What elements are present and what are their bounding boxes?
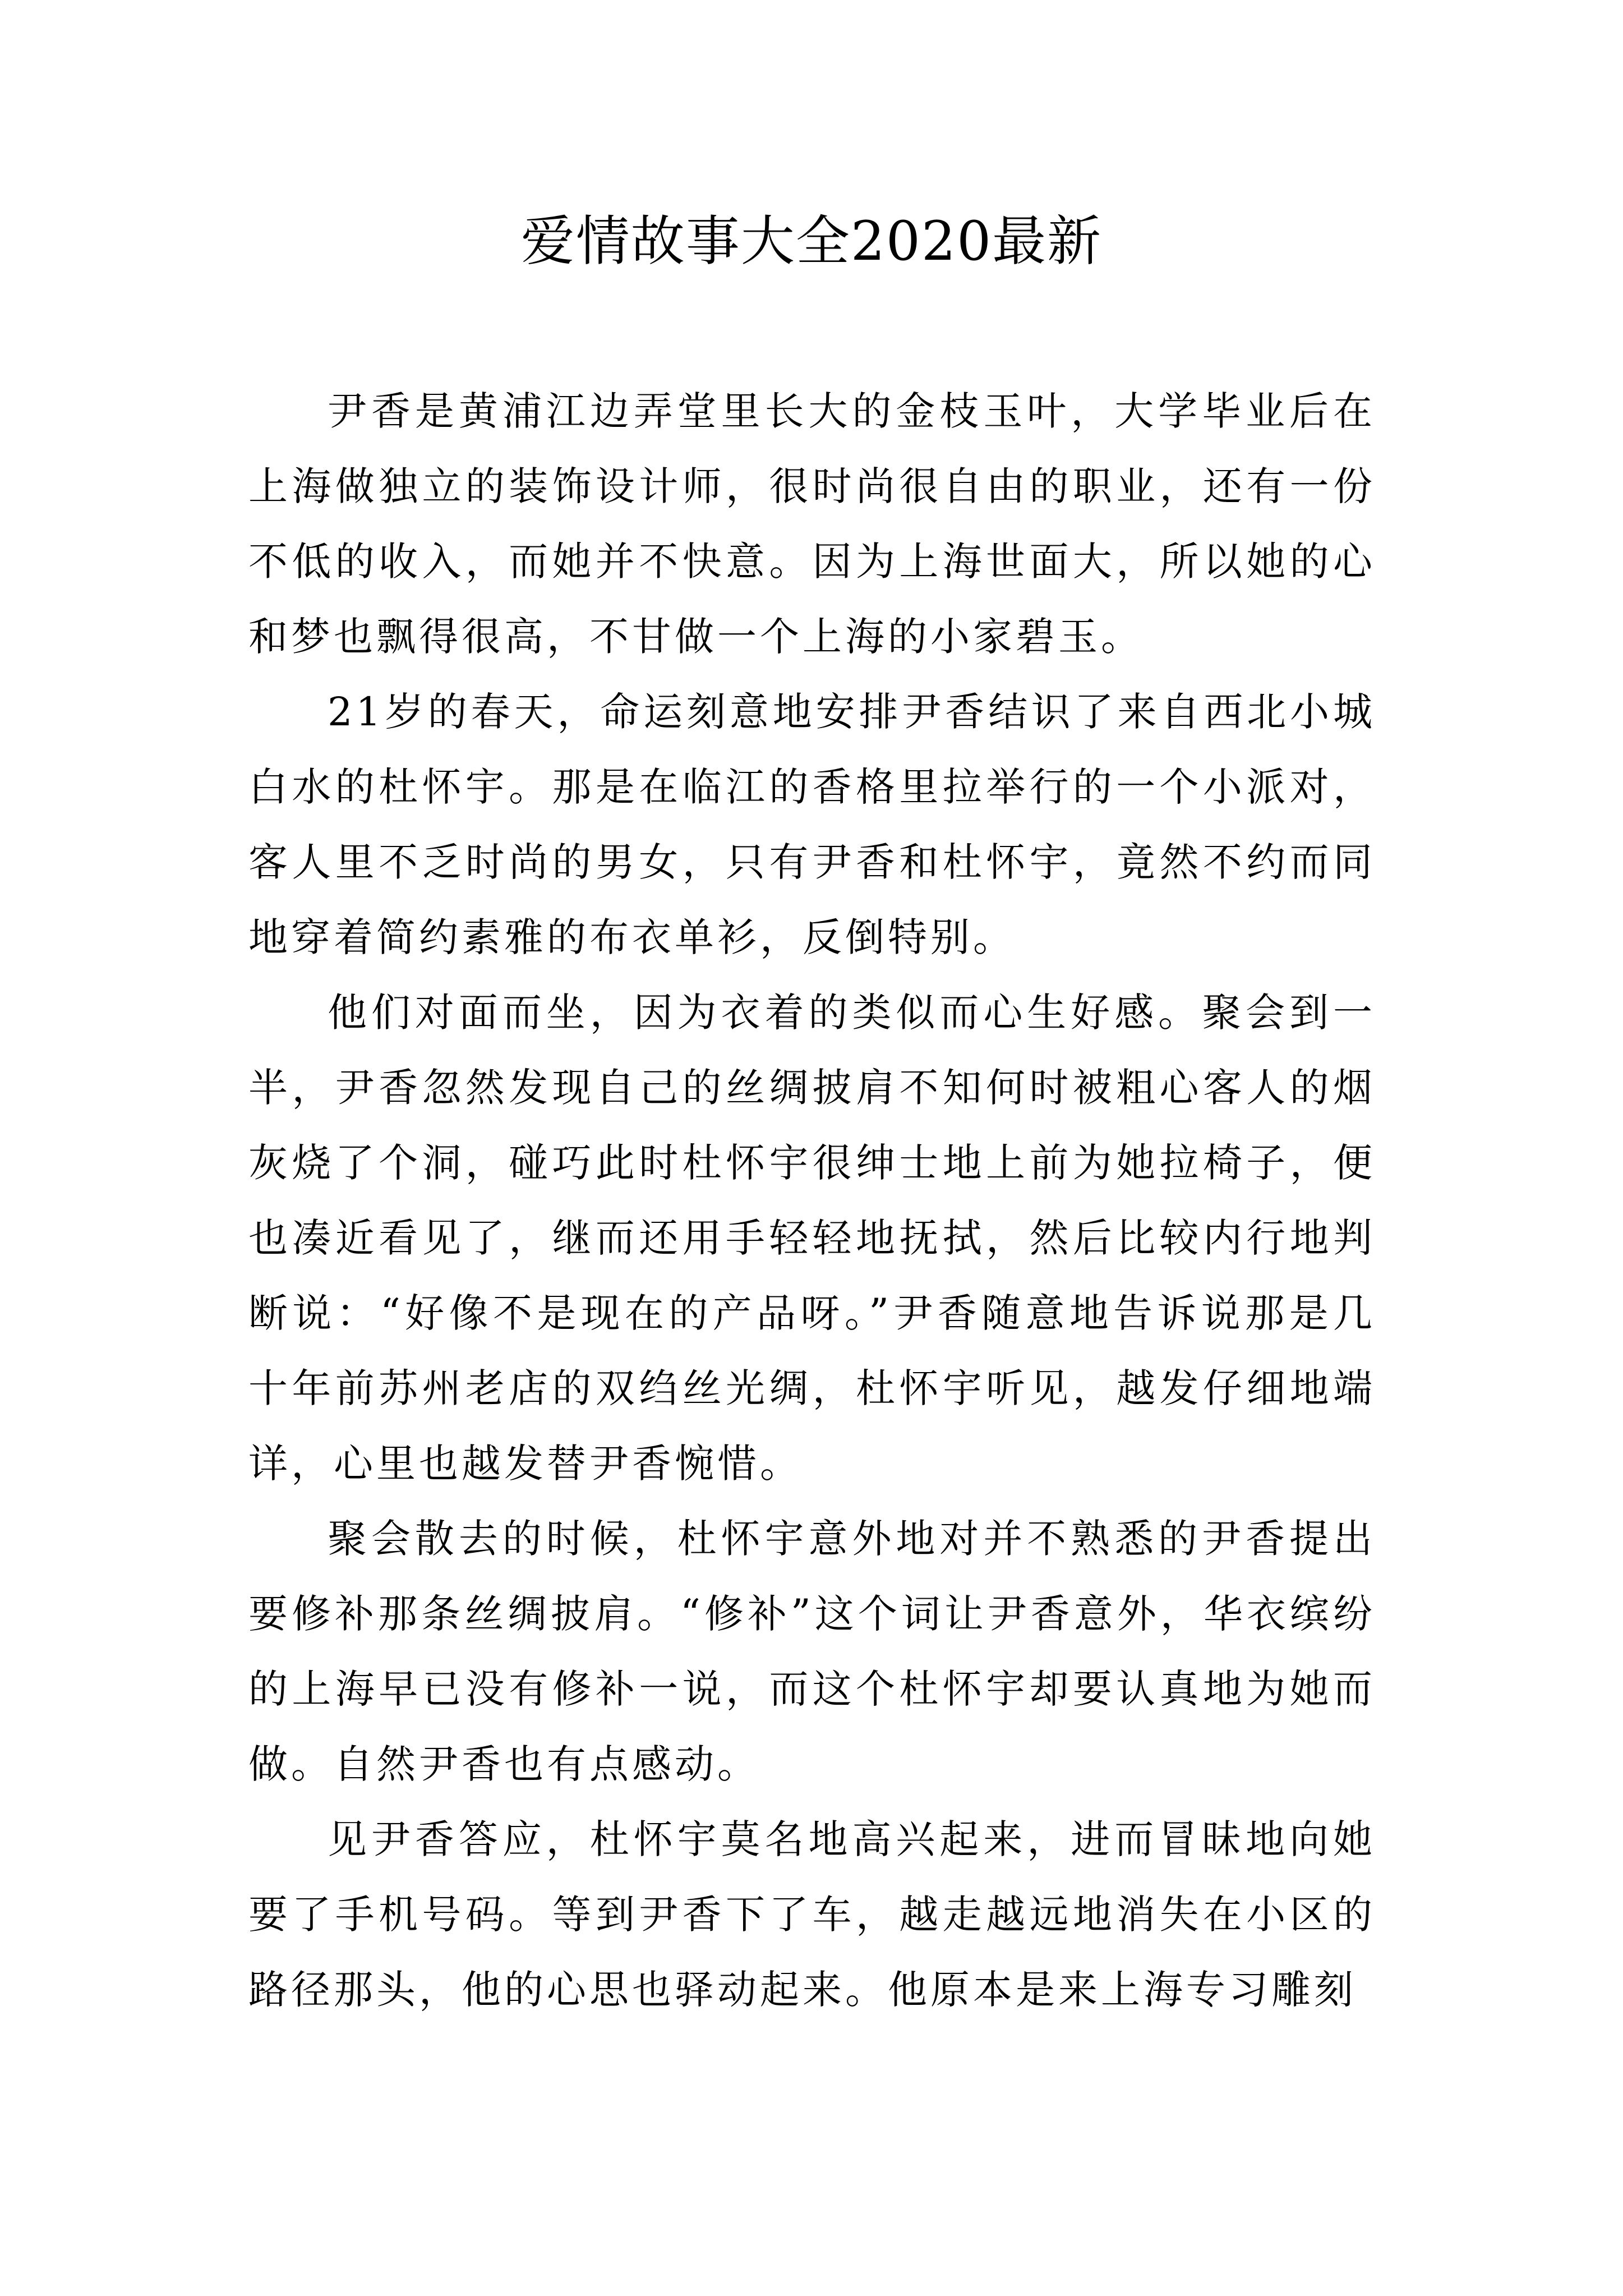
paragraph-4: 聚会散去的时候，杜怀宇意外地对并不熟悉的尹香提出要修补那条丝绸披肩。“修补”这个词让尹香意外，华衣缤纷的上海早已没有修补一说，而这个杜怀宇却要认真地为她而做。自然尹香也有点感动。 — [248, 1516, 1376, 1787]
document-body — [248, 374, 1376, 2027]
document-title: 爱情故事大全2020最新 — [520, 210, 1103, 273]
paragraph-5: 见尹香答应，杜怀宇莫名地高兴起来，进而冒昧地向她要了手机号码。等到尹香下了车，越走越远地消失在小区的路径那头，他的心思也驿动起来。他原本是来上海专习雕刻 — [248, 1816, 1376, 2013]
paragraph-2: 21岁的春天，命运刻意地安排尹香结识了来自西北小城白水的杜怀宇。那是在临江的香格里拉举行的一个小派对，客人里不乏时尚的男女，只有尹香和杜怀宇，竟然不约而同地穿着简约素雅的布衣单衫，反倒特别。 — [248, 689, 1376, 960]
paragraph-3: 他们对面而坐，因为衣着的类似而心生好感。聚会到一半，尹香忽然发现自己的丝绸披肩不知何时被粗心客人的烟灰烧了个洞，碰巧此时杜怀宇很绅士地上前为她拉椅子，便也凑近看见了，继而还用手轻轻地抚拭，然后比较内行地判断说：“好像不是现在的产品呀。”尹香随意地告诉说那是几十年前苏州老店的双绉丝光绸，杜怀宇听见，越发仔细地端详，心里也越发替尹香惋惜。 — [248, 990, 1376, 1487]
paragraph-1: 尹香是黄浦江边弄堂里长大的金枝玉叶，大学毕业后在上海做独立的装饰设计师，很时尚很自由的职业，还有一份不低的收入，而她并不快意。因为上海世面大，所以她的心和梦也飘得很高，不甘做一个上海的小家碧玉。 — [248, 388, 1376, 660]
